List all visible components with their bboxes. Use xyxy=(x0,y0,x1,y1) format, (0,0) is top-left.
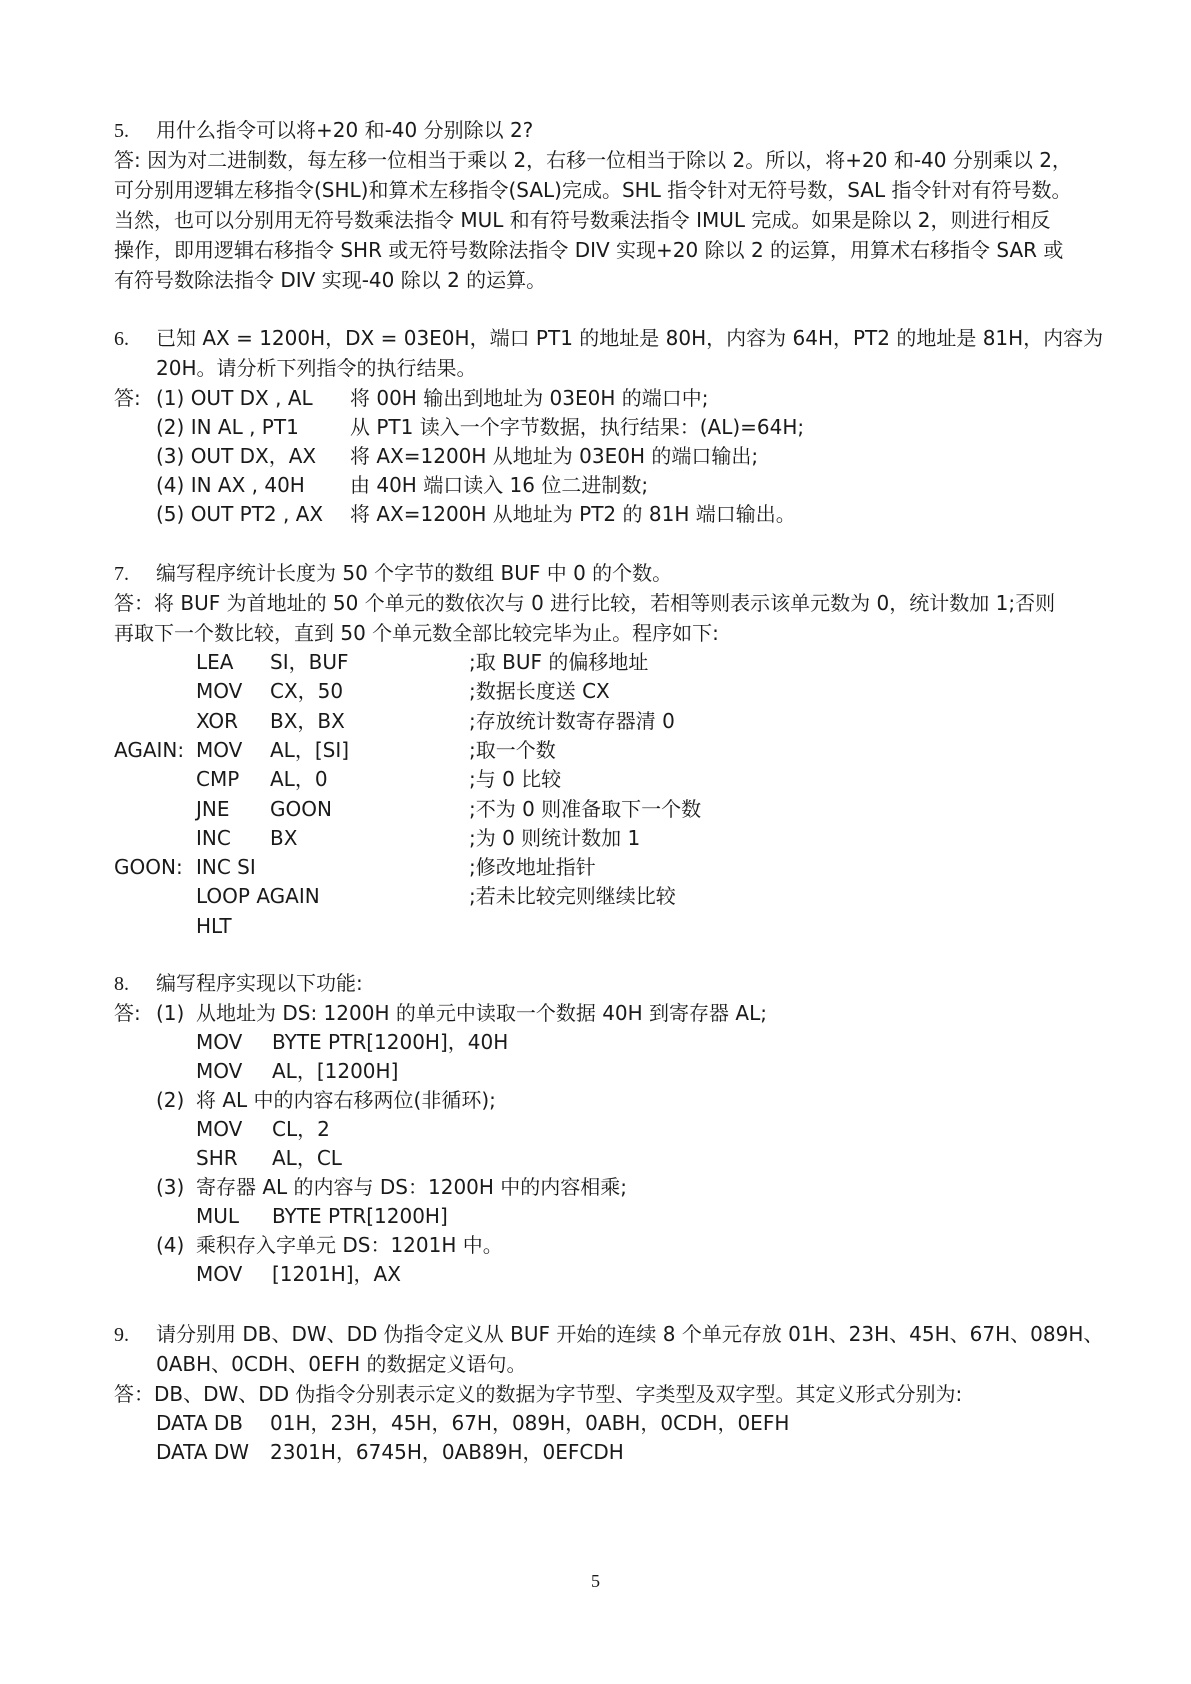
q6-row-code: (5) OUT PT2 , AX xyxy=(156,502,324,526)
q7-program-label: AGAIN: xyxy=(114,738,185,762)
q6-answer-prefix: 答: xyxy=(114,386,141,410)
q9-def-name: DATA DW xyxy=(156,1440,250,1464)
q5-question-text: 用什么指令可以将+20 和-40 分别除以 2? xyxy=(156,118,534,142)
q9-def-values: 01H，23H，45H，67H，089H，0ABH，0CDH，0EFH xyxy=(270,1411,790,1435)
q7-program-comment: ;数据长度送 CX xyxy=(469,679,610,703)
q7-number: 7. xyxy=(114,563,129,585)
q6-row-code: (3) OUT DX，AX xyxy=(156,444,317,468)
q6-question xyxy=(114,324,1103,353)
q6-row-code: (4) IN AX , 40H xyxy=(156,473,305,497)
q6-row-desc: 由 40H 端口读入 16 位二进制数; xyxy=(350,473,649,497)
q9-question-cont: 0ABH、0CDH、0EFH 的数据定义语句。 xyxy=(156,1352,527,1376)
q8-question xyxy=(114,969,363,998)
q6-row-desc: 将 AX=1200H 从地址为 03E0H 的端口输出; xyxy=(350,444,759,468)
q7-program-arg: AL，0 xyxy=(270,767,328,791)
q7-program-op: INC xyxy=(196,826,231,850)
q9-def-name: DATA DB xyxy=(156,1411,244,1435)
q8-step-number: (1) xyxy=(156,1001,185,1025)
q7-program-arg: AL，[SI] xyxy=(270,738,350,762)
q9-answer: 答：DB、DW、DD 伪指令分别表示定义的数据为字节型、字类型及双字型。其定义形式分别为: xyxy=(114,1382,963,1406)
q7-program-comment: ;存放统计数寄存器清 0 xyxy=(469,709,675,733)
q5-answer-line: 操作，即用逻辑右移指令 SHR 或无符号数除法指令 DIV 实现+20 除以 2 的运算，用算术右移指令 SAR 或 xyxy=(114,238,1064,262)
q8-code-op: MUL xyxy=(196,1204,240,1228)
q5-answer-line: 有符号数除法指令 DIV 实现-40 除以 2 的运算。 xyxy=(114,268,547,292)
q7-program-comment: ;修改地址指针 xyxy=(469,855,596,879)
q7-program-comment: ;取 BUF 的偏移地址 xyxy=(469,650,649,674)
q8-code-arg: CL，2 xyxy=(272,1117,330,1141)
q7-question-text: 编写程序统计长度为 50 个字节的数组 BUF 中 0 的个数。 xyxy=(156,561,673,585)
q8-number: 8. xyxy=(114,973,129,995)
q7-program-comment: ;若未比较完则继续比较 xyxy=(469,884,676,908)
q7-program-comment: ;不为 0 则准备取下一个数 xyxy=(469,797,702,821)
q6-question-text: 已知 AX = 1200H，DX = 03E0H，端口 PT1 的地址是 80H，内容为 64H，PT2 的地址是 81H，内容为 xyxy=(156,326,1104,350)
q7-program-op: XOR xyxy=(196,709,239,733)
q7-program-op: LOOP AGAIN xyxy=(196,884,320,908)
q5-answer-line: 当然，也可以分别用无符号数乘法指令 MUL 和有符号数乘法指令 IMUL 完成。如果是除以 2，则进行相反 xyxy=(114,208,1051,232)
q7-program-op: MOV xyxy=(196,679,243,703)
q8-question-text: 编写程序实现以下功能: xyxy=(156,971,363,995)
q7-program-comment: ;与 0 比较 xyxy=(469,767,562,791)
q7-program-op: INC SI xyxy=(196,855,256,879)
q8-step-number: (3) xyxy=(156,1175,185,1199)
q8-code-arg: AL，[1200H] xyxy=(272,1059,399,1083)
q5-answer-line: 可分别用逻辑左移指令(SHL)和算术左移指令(SAL)完成。SHL 指令针对无符号数，SAL 指令针对有符号数。 xyxy=(114,178,1072,202)
q8-code-op: MOV xyxy=(196,1059,243,1083)
q5-question xyxy=(114,116,533,145)
q8-code-arg: BYTE PTR[1200H]，40H xyxy=(272,1030,509,1054)
q7-program-op: JNE xyxy=(196,797,230,821)
q6-row-desc: 将 AX=1200H 从地址为 PT2 的 81H 端口输出。 xyxy=(350,502,796,526)
q7-program-label: GOON: xyxy=(114,855,183,879)
q8-step-text: 乘积存入字单元 DS：1201H 中。 xyxy=(196,1233,503,1257)
q7-answer-line: 答：将 BUF 为首地址的 50 个单元的数依次与 0 进行比较，若相等则表示该单元数为 0，统计数加 1;否则 xyxy=(114,591,1056,615)
q8-code-op: MOV xyxy=(196,1030,243,1054)
q8-code-arg: [1201H]，AX xyxy=(272,1262,401,1286)
q6-row-desc: 将 00H 输出到地址为 03E0H 的端口中; xyxy=(350,386,709,410)
q8-step-text: 将 AL 中的内容右移两位(非循环); xyxy=(196,1088,496,1112)
q9-question xyxy=(114,1320,1103,1349)
q6-row-code: (2) IN AL , PT1 xyxy=(156,415,299,439)
q6-row-desc: 从 PT1 读入一个字节数据，执行结果：(AL)=64H; xyxy=(350,415,805,439)
q7-answer-line: 再取下一个数比较，直到 50 个单元数全部比较完毕为止。程序如下: xyxy=(114,621,719,645)
q5-number: 5. xyxy=(114,120,129,142)
q8-answer-prefix: 答: xyxy=(114,1001,141,1025)
q7-program-op: MOV xyxy=(196,738,243,762)
q9-def-values: 2301H，6745H，0AB89H，0EFCDH xyxy=(270,1440,624,1464)
q8-code-op: SHR xyxy=(196,1146,238,1170)
q7-program-arg: BX xyxy=(270,826,298,850)
q8-code-op: MOV xyxy=(196,1262,243,1286)
q8-step-number: (4) xyxy=(156,1233,185,1257)
q6-number: 6. xyxy=(114,328,129,350)
q9-question-text: 请分别用 DB、DW、DD 伪指令定义从 BUF 开始的连续 8 个单元存放 01H、23H、45H、67H、089H、 xyxy=(156,1322,1104,1346)
q8-step-text: 从地址为 DS: 1200H 的单元中读取一个数据 40H 到寄存器 AL; xyxy=(196,1001,767,1025)
q7-program-comment: ;取一个数 xyxy=(469,738,556,762)
q7-program-op: LEA xyxy=(196,650,234,674)
q7-program-arg: GOON xyxy=(270,797,332,821)
q8-step-text: 寄存器 AL 的内容与 DS：1200H 中的内容相乘; xyxy=(196,1175,628,1199)
q7-program-op: HLT xyxy=(196,914,232,938)
q7-question xyxy=(114,559,672,588)
q8-code-op: MOV xyxy=(196,1117,243,1141)
q7-program-arg: BX，BX xyxy=(270,709,345,733)
q7-program-arg: SI，BUF xyxy=(270,650,349,674)
q7-program-op: CMP xyxy=(196,767,240,791)
q8-code-arg: BYTE PTR[1200H] xyxy=(272,1204,448,1228)
q6-question-cont: 20H。请分析下列指令的执行结果。 xyxy=(156,356,477,380)
q8-code-arg: AL，CL xyxy=(272,1146,342,1170)
q9-number: 9. xyxy=(114,1324,129,1346)
page-number: 5 xyxy=(591,1571,600,1591)
q5-answer-line: 答: 因为对二进制数，每左移一位相当于乘以 2，右移一位相当于除以 2。所以，将+20 和-40 分别乘以 2， xyxy=(114,148,1072,172)
q7-program-arg: CX，50 xyxy=(270,679,344,703)
q7-program-comment: ;为 0 则统计数加 1 xyxy=(469,826,641,850)
q6-row-code: (1) OUT DX , AL xyxy=(156,386,313,410)
q8-step-number: (2) xyxy=(156,1088,185,1112)
